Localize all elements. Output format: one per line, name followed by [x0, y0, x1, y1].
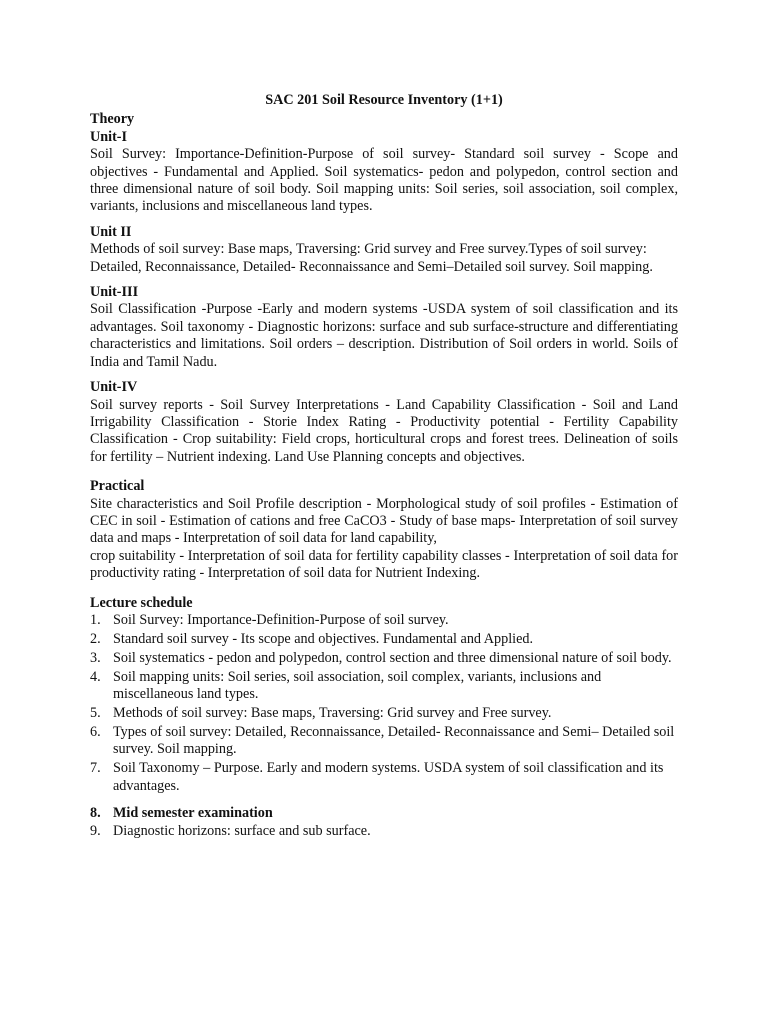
unit-1-heading: Unit-I: [90, 128, 128, 145]
list-number: 9.: [90, 823, 101, 840]
unit-2-heading: Unit II: [90, 223, 132, 240]
document-title: SAC 201 Soil Resource Inventory (1+1): [265, 92, 503, 108]
unit-1-text: Soil Survey: Importance-Definition-Purpose of soil survey- Standard soil survey - Scope and objectives - Fundamental and Applied. Soil systematics- pedon and polypedon, control section and three dimensional nature of soil body. Soil mapping units: Soil series, soil association, soil complex, variants, inclusions and miscellaneous land types.: [90, 146, 678, 215]
list-text: Diagnostic horizons: surface and sub surface.: [113, 823, 371, 840]
list-number: 4.: [90, 668, 101, 685]
list-number: 1.: [90, 611, 101, 628]
list-item: [90, 823, 678, 840]
document-page: [90, 92, 678, 842]
list-item: [90, 669, 678, 704]
unit-4-text: Soil survey reports - Soil Survey Interpretations - Land Capability Classification - Soil and Land Irrigability Classification - Storie Index Rating - Productivity potential - Fertility Capability Classification - Crop suitability: Field crops, horticultural crops and forest trees. Delineation of soils for fertility – Nutrient indexing. Land Use Planning concepts and objectives.: [90, 396, 678, 465]
lecture-list: [90, 612, 678, 795]
list-text: Mid semester examination: [113, 804, 273, 821]
mid-semester-item: [90, 805, 678, 822]
lecture-list-continued: [90, 805, 678, 841]
list-item: [90, 760, 678, 795]
lecture-schedule-heading: Lecture schedule: [90, 594, 193, 611]
unit-3-text: Soil Classification -Purpose -Early and modern systems -USDA system of soil classification and its advantages. Soil taxonomy - Diagnostic horizons: surface and sub surface-structure and differentiating characteristics and limitations. Soil orders – description. Distribution of Soil orders in world. Soils of India and Tamil Nadu.: [90, 301, 678, 370]
list-item: [90, 705, 678, 722]
list-item: [90, 631, 678, 648]
list-text: Methods of soil survey: Base maps, Traversing: Grid survey and Free survey.: [113, 705, 552, 721]
list-number: 6.: [90, 723, 101, 740]
list-text: Soil mapping units: Soil series, soil association, soil complex, variants, inclusions and miscellaneous land types.: [113, 668, 602, 703]
list-text: Standard soil survey - Its scope and objectives. Fundamental and Applied.: [113, 630, 534, 647]
list-number: 5.: [90, 705, 101, 721]
unit-2-text-1: Methods of soil survey: Base maps, Traversing: Grid survey and Free survey.Types of soil survey:: [90, 241, 647, 258]
list-number: 2.: [90, 630, 101, 647]
list-text: Soil systematics - pedon and polypedon, control section and three dimensional nature of soil body.: [113, 649, 672, 666]
unit-2-text-2: Detailed, Reconnaissance, Detailed- Reconnaissance and Semi–Detailed soil survey. Soil mapping.: [90, 258, 653, 275]
unit-3-heading: Unit-III: [90, 284, 139, 301]
list-item: [90, 612, 678, 629]
practical-text-1: Site characteristics and Soil Profile description - Morphological study of soil profiles - Estimation of CEC in soil - Estimation of cations and free CaCO3 - Study of base maps- Interpretation of soil survey data and maps - Interpretation of soil data for land capability,: [90, 495, 678, 547]
unit-4-heading: Unit-IV: [90, 379, 138, 396]
list-number: 7.: [90, 760, 101, 777]
list-number: 3.: [90, 649, 101, 666]
practical-heading: Practical: [90, 478, 145, 495]
list-number: 8.: [90, 804, 101, 821]
list-text: Types of soil survey: Detailed, Reconnaissance, Detailed- Reconnaissance and Semi– Detailed soil survey. Soil mapping.: [113, 723, 675, 758]
list-item: [90, 724, 678, 759]
list-text: Soil Taxonomy – Purpose. Early and modern systems. USDA system of soil classification and its advantages.: [113, 760, 664, 794]
theory-heading: Theory: [90, 111, 135, 128]
list-text: Soil Survey: Importance-Definition-Purpose of soil survey.: [113, 611, 449, 628]
list-item: [90, 650, 678, 667]
practical-text-2: crop suitability - Interpretation of soil data for fertility capability classes - Interpretation of soil data for productivity rating - Interpretation of soil data for Nutrient Indexing.: [90, 547, 678, 582]
